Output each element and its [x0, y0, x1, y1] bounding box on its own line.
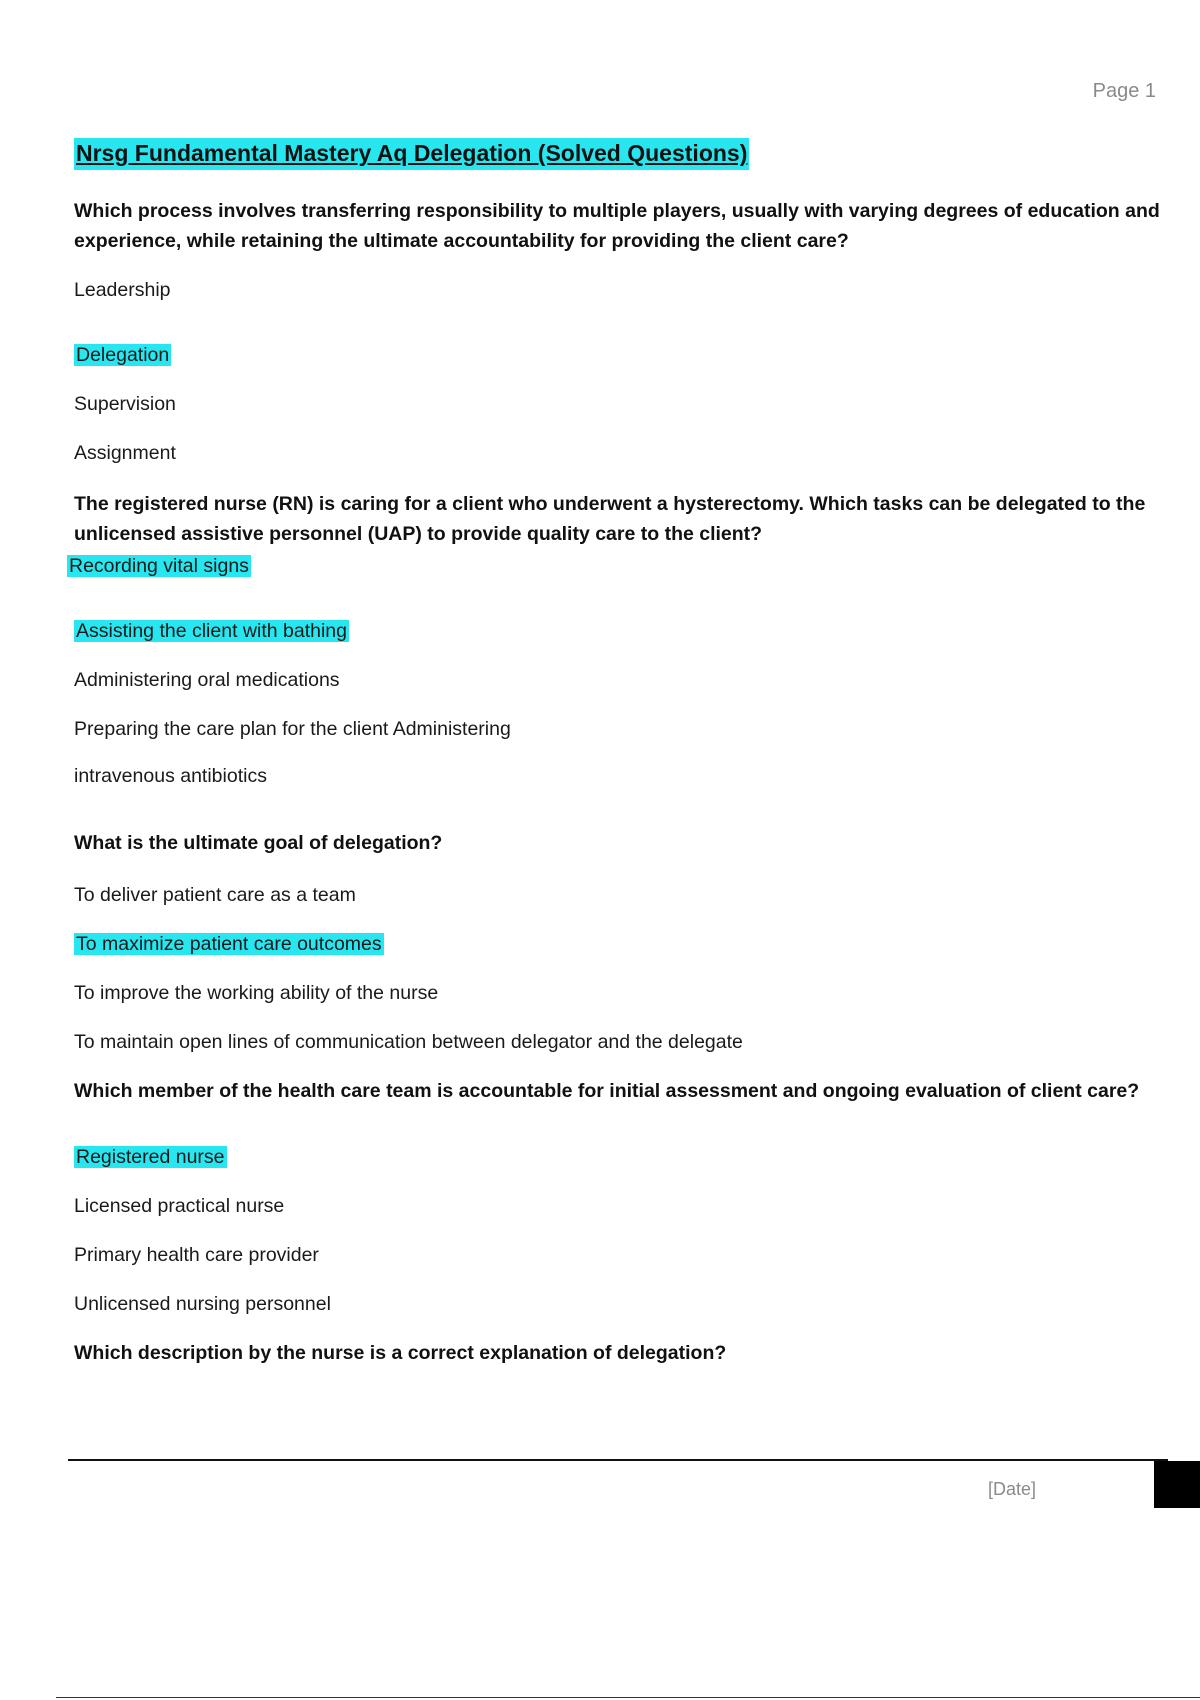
option-label: Leadership — [74, 279, 171, 301]
question-1-option-2 — [74, 341, 171, 369]
question-2-option-1 — [67, 552, 251, 580]
option-label: To deliver patient care as a team — [74, 884, 356, 906]
question-2-option-3 — [74, 666, 340, 694]
footer-page-block — [1154, 1461, 1200, 1508]
option-label: Assignment — [74, 442, 176, 464]
option-label: Preparing the care plan for the client Administering — [74, 718, 511, 740]
option-label: Administering oral medications — [74, 669, 340, 691]
question-2-option-5 — [74, 762, 267, 790]
question-4-option-1 — [74, 1143, 227, 1171]
question-4-text: Which member of the health care team is accountable for initial assessment and ongoing evaluation of client care? — [74, 1080, 1140, 1102]
page-number: Page 1 — [1092, 80, 1156, 102]
question-2-option-2 — [74, 617, 349, 645]
option-label: Supervision — [74, 393, 176, 415]
option-label: intravenous antibiotics — [74, 765, 267, 787]
question-2-option-4 — [74, 715, 511, 743]
question-3-option-3 — [74, 979, 438, 1007]
question-2-text: The registered nurse (RN) is caring for a client who underwent a hysterectomy. Which tasks can be delegated to the unlicensed assistive personnel (UAP) to provide quality care to the client? — [74, 493, 1146, 545]
question-1-text: Which process involves transferring responsibility to multiple players, usually with varying degrees of education and experience, while retaining the ultimate accountability for providing the client care? — [74, 200, 1160, 252]
question-4-option-2 — [74, 1192, 284, 1220]
question-3-option-4 — [74, 1028, 743, 1056]
option-label-highlighted: Delegation — [76, 344, 170, 366]
option-label: To maintain open lines of communication between delegator and the delegate — [74, 1031, 743, 1053]
question-1-option-3 — [74, 390, 176, 418]
option-label-highlighted: To maximize patient care outcomes — [76, 933, 382, 955]
question-1-option-4 — [74, 439, 176, 467]
question-4-option-4 — [74, 1290, 331, 1318]
page-bottom-divider — [56, 1697, 1200, 1698]
question-3-option-1 — [74, 881, 356, 909]
option-label-highlighted: Registered nurse — [76, 1146, 225, 1168]
question-3-option-2 — [74, 930, 384, 958]
footer-divider — [68, 1459, 1168, 1461]
document-title: Nrsg Fundamental Mastery Aq Delegation (Solved Questions) — [74, 138, 749, 170]
question-4-option-3 — [74, 1241, 319, 1269]
option-label-highlighted: Assisting the client with bathing — [76, 620, 347, 642]
question-1-option-1 — [74, 276, 171, 304]
option-label: Licensed practical nurse — [74, 1195, 285, 1217]
option-label: To improve the working ability of the nurse — [74, 982, 439, 1004]
option-label: Primary health care provider — [74, 1244, 319, 1266]
question-5-text: Which description by the nurse is a correct explanation of delegation? — [74, 1342, 727, 1364]
option-label-highlighted: Recording vital signs — [69, 555, 249, 577]
option-label: Unlicensed nursing personnel — [74, 1293, 331, 1315]
footer-date: [Date] — [987, 1479, 1036, 1499]
question-3-text: What is the ultimate goal of delegation? — [74, 832, 443, 854]
